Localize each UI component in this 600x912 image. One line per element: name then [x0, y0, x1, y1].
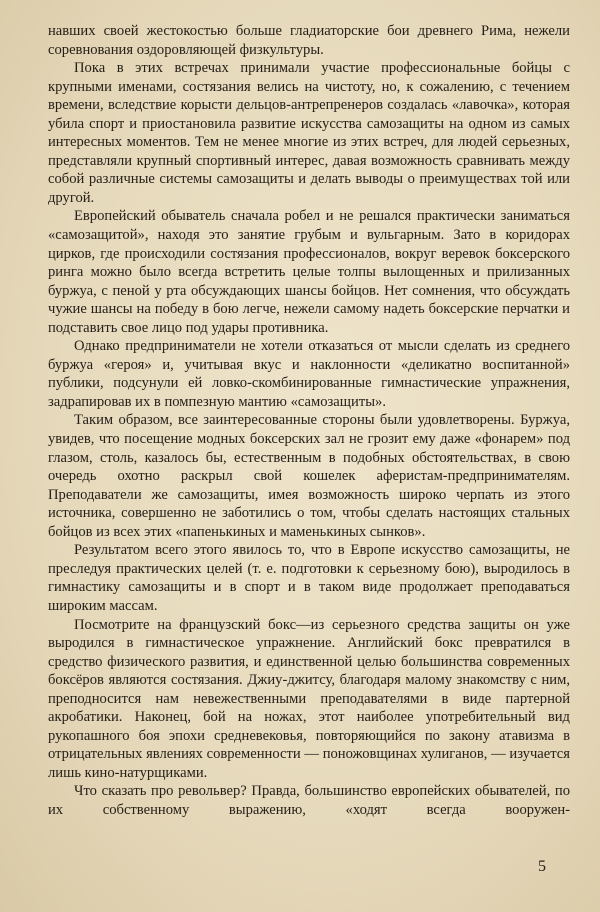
paragraph-5: Таким образом, все заинтересованные стороны были удовлетворены. Буржуа, увидев, что посещение модных боксерских зал не грозит ему даже «фонарем» под глазом, столь, казалось бы, естественным в подобных обстоятельствах, в свою очередь охотно раскрыл свой кошелек аферистам-предпринимателям. Преподаватели же самозащиты, имея возможность широко черпать из этого источника, совершенно не заботились о том, чтобы сделать настоящих стальных бойцов из всех этих «папенькиных и маменькиных сынков». — [48, 412, 570, 540]
paragraph-4: Однако предприниматели не хотели отказаться от мысли сделать из среднего буржуа «героя» и, учитывая вкус и наклонности «деликатно воспитанной» публики, подсунули ей ловко-скомбинированные гимнастические упражнения, задрапировав их в помпезную мантию «самозащиты». — [48, 338, 570, 410]
body-text — [48, 22, 570, 820]
paragraph-3: Европейский обыватель сначала робел и не решался практически заниматься «самозащитой», находя это занятие грубым и вульгарным. Зато в коридорах цирков, где происходили состязания профессионалов, вокруг веревок боксерского ринга можно было всегда встретить целые толпы вылощенных и прилизанных буржуа, с пеной у рта обсуждающих шансы бойцов. Нет сомнения, что обсуждать чужие шансы на победу в бою легче, нежели самому надеть боксерские перчатки и подставить свое лицо под удары противника. — [48, 208, 570, 336]
paragraph-7: Посмотрите на французский бокс—из серьезного средства защиты он уже выродился в гимнастическое упражнение. Английский бокс превратился в средство физического развития, и единственной целью большинства современных боксёров являются состязания. Джиу-джитсу, благодаря малому знакомству с ним, преподносится нам невежественными преподавателями в виде партерной акробатики. Наконец, бой на ножах, этот наиболее употребительный вид рукопашного боя эпохи средневековья, повторяющийся по закону атавизма в отрицательных явлениях современности — поножовщинах хулиганов, — изучается лишь кино-натурщиками. — [48, 616, 570, 781]
page-number: 5 — [538, 858, 546, 875]
paragraph-1: навших своей жестокостью больше гладиаторские бои древнего Рима, нежели соревнования оздоровляющей физкультуры. — [48, 23, 570, 58]
paragraph-6: Результатом всего этого явилось то, что в Европе искусство самозащиты, не преследуя практических целей (т. е. подготовки к серьезному бою), выродилось в гимнастику самозащиты и в спорт и в таком виде продолжает преподаваться широким массам. — [48, 542, 570, 614]
paragraph-8: Что сказать про револьвер? Правда, большинство европейских обывателей, по их собственному выражению, «ходят всегда вооружен- — [48, 783, 570, 818]
paragraph-2: Пока в этих встречах принимали участие профессиональные бойцы с крупными именами, состязания велись на чистоту, но, к сожалению, с течением времени, вследствие корысти дельцов-антрепренеров создалась «лавочка», которая убила спорт и приостановила развитие искусства самозащиты на одном из самых интересных моментов. Тем не менее многие из этих встреч, для людей серьезных, представляли крупный спортивный интерес, давая возможность сравнивать между собой различные системы самозащиты и делать выводы о преимуществах той или другой. — [48, 60, 570, 206]
